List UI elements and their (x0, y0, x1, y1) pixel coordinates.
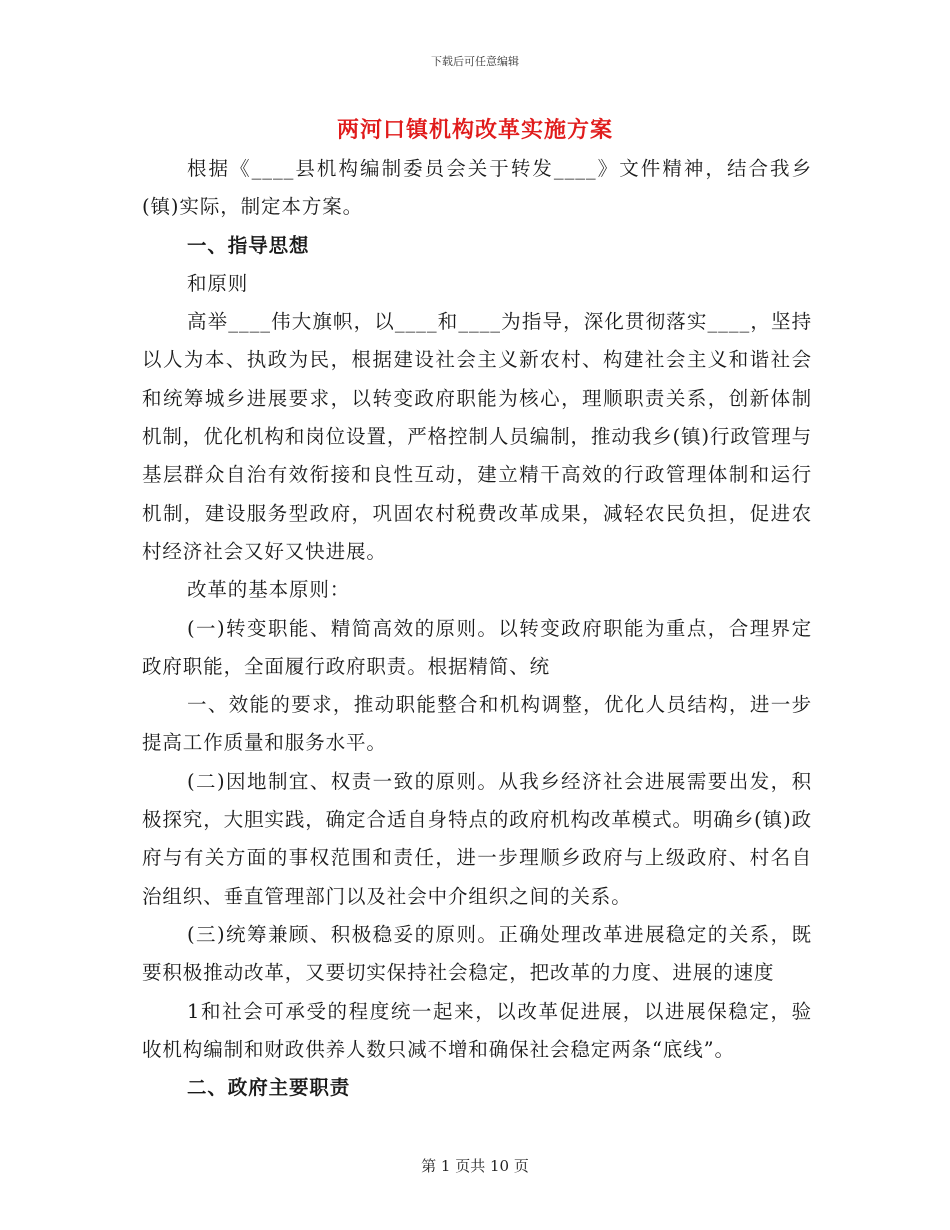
paragraph: 根据《____县机构编制委员会关于转发____》文件精神，结合我乡(镇)实际，制定本方案。 (142, 157, 812, 219)
paragraph: 高举____伟大旗帜，以____和____为指导，深化贯彻落实____，坚持以人为本、执政为民，根据建设社会主义新农村、构建社会主义和谐社会和统筹城乡进展要求，以转变政府职能为核心，理顺职责关系，创新体制机制，优化机构和岗位设置，严格控制人员编制，推动我乡(镇)行政管理与基层群众自治有效衔接和良性互动，建立精干高效的行政管理体制和运行机制，建设服务型政府，巩固农村税费改革成果，减轻农民负担，促进农村经济社会又好又快进展。 (142, 310, 812, 563)
paragraph: (三)统筹兼顾、积极稳妥的原则。正确处理改革进展稳定的关系，既要积极推动改革，又要切实保持社会稳定，把改革的力度、进展的速度 (142, 922, 812, 985)
paragraph: 和原则 (187, 271, 249, 295)
paragraph: 改革的基本原则： (187, 578, 351, 602)
paragraph: 1和社会可承受的程度统一起来，以改革促进展，以进展保稳定，验收机构编制和财政供养人数只减不增和确保社会稳定两条“底线”。 (142, 999, 812, 1061)
section-heading: 一、指导思想 (187, 233, 310, 257)
section-heading: 二、政府主要职责 (187, 1076, 351, 1100)
paragraph: (二)因地制宜、权责一致的原则。从我乡经济社会进展需要出发，积极探究，大胆实践，确定合适自身特点的政府机构改革模式。明确乡(镇)政府与有关方面的事权范围和责任，进一步理顺乡政府与上级政府、村名自治组织、垂直管理部门以及社会中介组织之间的关系。 (142, 769, 812, 908)
paragraph: (一)转变职能、精简高效的原则。以转变政府职能为重点，合理界定政府职能，全面履行政府职责。根据精简、统 (142, 616, 812, 678)
page-header-note: 下载后可任意编辑 (431, 55, 519, 68)
page-footer: 第 1 页共 10 页 (421, 1157, 529, 1175)
paragraph: 一、效能的要求，推动职能整合和机构调整，优化人员结构，进一步提高工作质量和服务水平。 (142, 693, 812, 755)
document-title: 两河口镇机构改革实施方案 (336, 117, 613, 143)
document-body (142, 150, 812, 1107)
